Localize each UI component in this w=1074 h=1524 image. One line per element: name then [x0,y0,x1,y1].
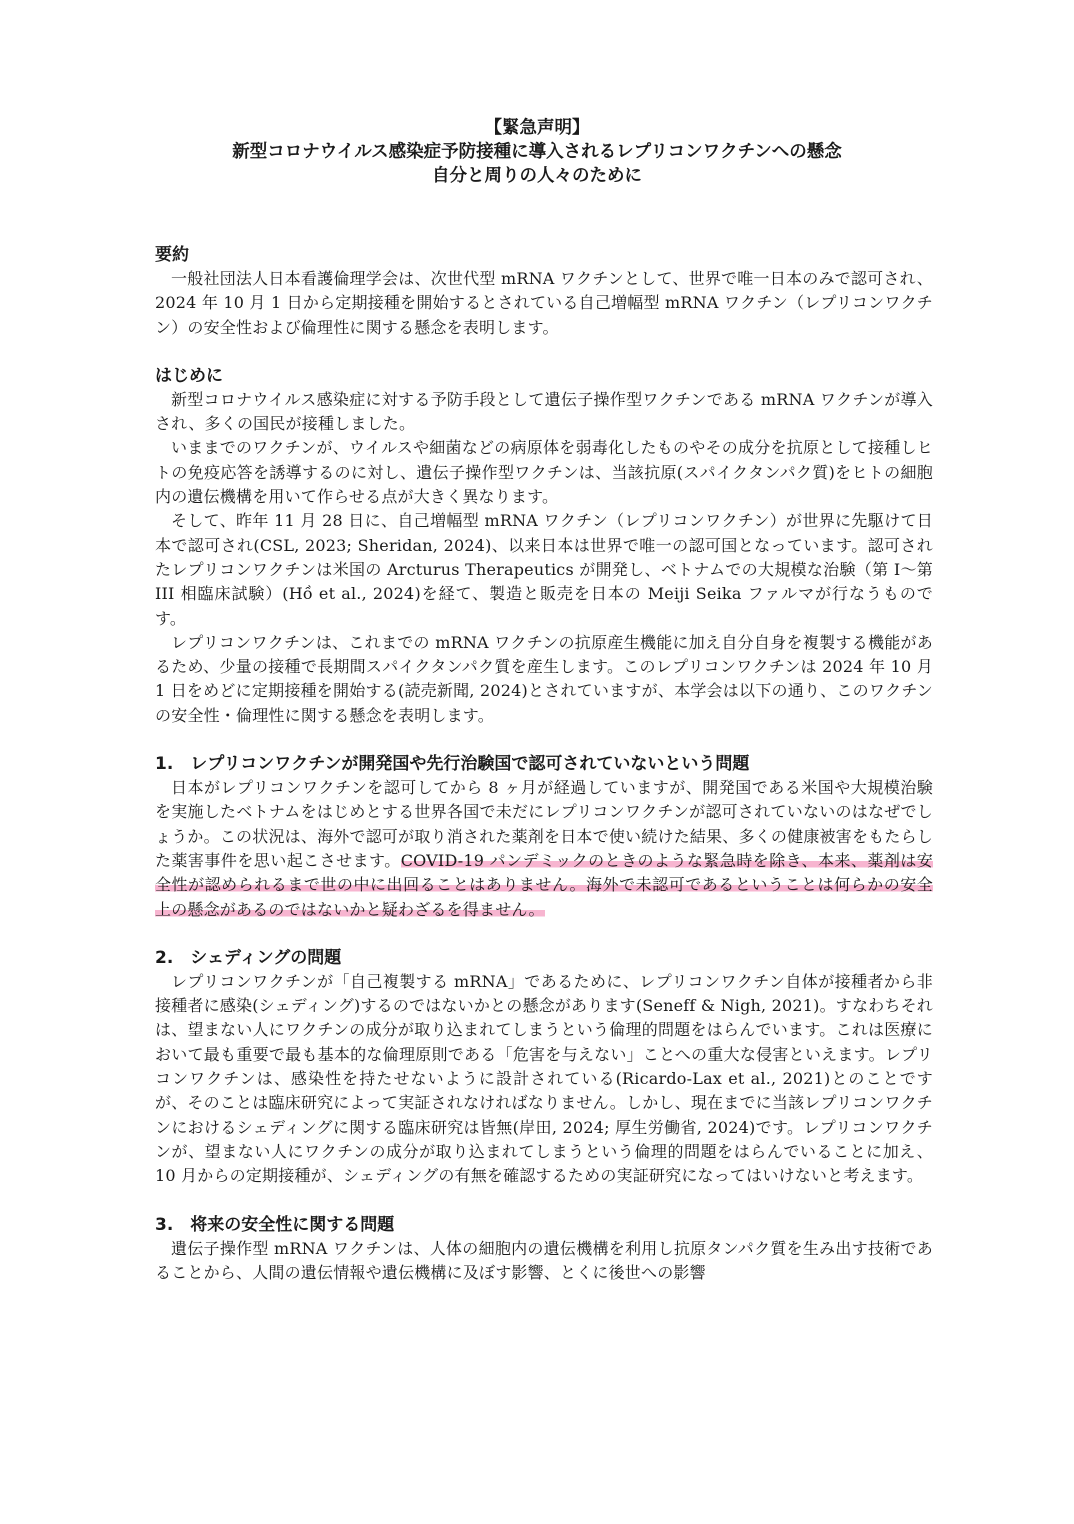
document-body [155,243,933,1285]
document-title: 新型コロナウイルス感染症予防接種に導入されるレプリコンワクチンへの懸念 [232,142,842,162]
highlighted-text: COVID-19 パンデミックのときのような緊急時を除き、本来、薬剤は安全性が認められるまで世の中に出回ることはありません。海外で未認可であるということは何らかの安全上の懸念があるのではないかと疑わざるを得ません。 [155,850,933,919]
intro-paragraph-2: いままでのワクチンが、ウイルスや細菌などの病原体を弱毒化したものやその成分を抗原として接種しヒトの免疫応答を誘導するのに対し、遺伝子操作型ワクチンは、当該抗原(スパイクタンパク質)をヒトの細胞内の遺伝機構を用いて作らせる点が大きく異なります。 [155,438,933,507]
section-2 [155,946,933,1189]
header-label: 【緊急声明】 [484,118,590,138]
section-1-heading: 1. レプリコンワクチンが開発国や先行治験国で認可されていないという問題 [155,754,750,775]
intro-section [155,364,933,728]
summary-heading: 要約 [155,245,189,265]
section-3 [155,1213,933,1286]
document-header [0,116,1074,188]
section-1-paragraph [155,776,933,922]
summary-section [155,243,933,340]
section-1 [155,752,933,922]
section-2-paragraph: レプリコンワクチンが「自己複製する mRNA」であるために、レプリコンワクチン自体が接種者から非接種者に感染(シェディング)するのではないかとの懸念があります(Seneff & Nigh, 2021)。すなわちそれは、望まない人にワクチンの成分が取り込まれてしまうという倫理的問題をはらんでいます。これは医療において最も重要で最も基本的な倫理原則である「危害を与えない」ことへの重大な侵害といえます。レプリコンワクチンは、感染性を持たせないように設計されている(Ricardo-Lax et al., 2021)とのことですが、そのことは臨床研究によって実証されなければなりません。しかし、現在までに当該レプリコンワクチンにおけるシェディングに関する臨床研究は皆無(岸田, 2024; 厚生労働省, 2024)です。レプリコンワクチンが、望まない人にワクチンの成分が取り込まれてしまうという倫理的問題をはらんでいることに加え、10 月からの定期接種が、シェディングの有無を確認するための実証研究になってはいけないと考えます。 [155,971,933,1186]
section-3-paragraph: 遺伝子操作型 mRNA ワクチンは、人体の細胞内の遺伝機構を利用し抗原タンパク質を生み出す技術であることから、人間の遺伝情報や遺伝機構に及ぼす影響、とくに後世への影響 [155,1238,933,1282]
intro-paragraph-1: 新型コロナウイルス感染症に対する予防手段として遺伝子操作型ワクチンである mRNA ワクチンが導入され、多くの国民が接種しました。 [155,389,933,434]
summary-paragraph: 一般社団法人日本看護倫理学会は、次世代型 mRNA ワクチンとして、世界で唯一日本のみで認可され、2024 年 10 月 1 日から定期接種を開始するとされている自己増幅型 mRNA ワクチン（レプリコンワクチン）の安全性および倫理性に関する懸念を表明します。 [155,269,933,337]
section-3-heading: 3. 将来の安全性に関する問題 [155,1214,395,1235]
document-subtitle: 自分と周りの人々のために [432,166,642,186]
intro-heading: はじめに [155,365,223,386]
section-1-text: 日本がレプリコンワクチンを認可してから 8 ヶ月が経過していますが、開発国である米国や大規模治験を実施したベトナムをはじめとする世界各国で未だにレプリコンワクチンが認可されていないのはなぜでしょうか。この状況は、海外で認可が取り消された薬剤を日本で使い続けた結果、多くの健康被害をもたらした薬害事件を思い起こさせます。 [155,778,933,870]
intro-paragraph-4: レプリコンワクチンは、これまでの mRNA ワクチンの抗原産生機能に加え自分自身を複製する機能があるため、少量の接種で長期間スパイクタンパク質を産生します。このレプリコンワクチンは 2024 年 10 月 1 日をめどに定期接種を開始する(読売新聞, 2024)とされていますが、本学会は以下の通り、このワクチンの安全性・倫理性に関する懸念を表明します。 [155,632,933,725]
intro-paragraph-3: そして、昨年 11 月 28 日に、自己増幅型 mRNA ワクチン（レプリコンワクチン）が世界に先駆けて日本で認可され(CSL, 2023; Sheridan, 2024)、以来日本は世界で唯一の認可国となっています。認可されたレプリコンワクチンは米国の Arcturus Therapeutics が開発し、ベトナムでの大規模な治験（第 I〜第 III 相臨床試験）(Hồ et al., 2024)を経て、製造と販売を日本の Meiji Seika ファルマが行なうものです。 [155,511,933,628]
section-2-heading: 2. シェディングの問題 [155,947,342,968]
